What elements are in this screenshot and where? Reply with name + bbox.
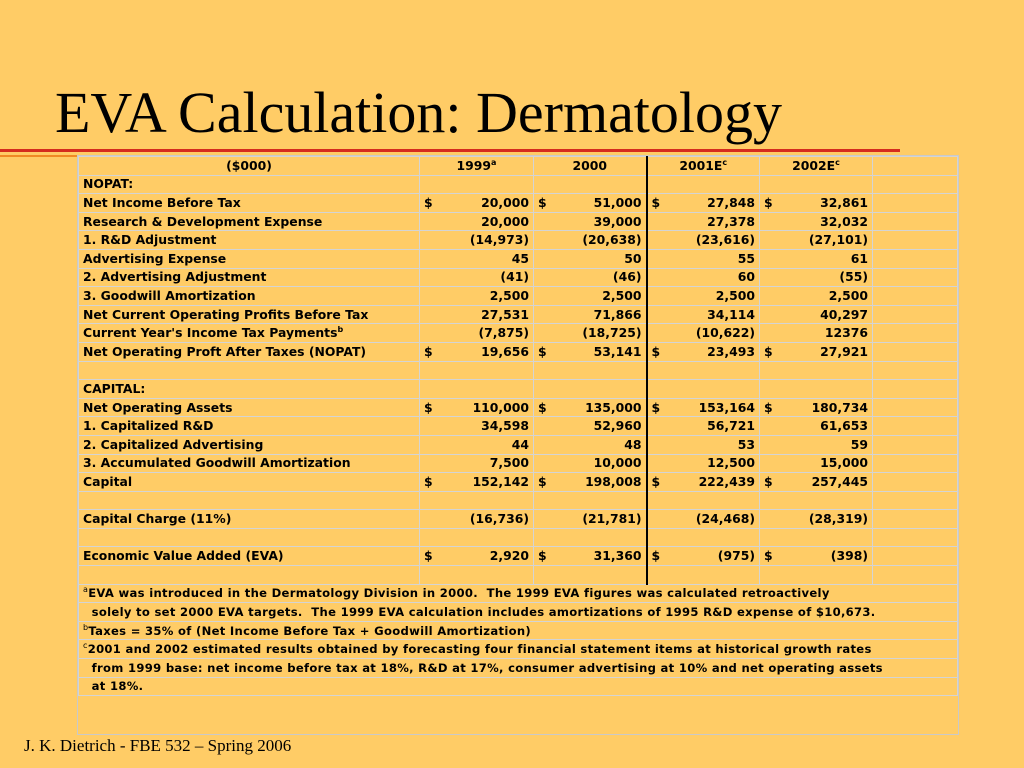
- value-cell: [420, 398, 534, 417]
- value-cell: [647, 324, 760, 343]
- value-cell: [647, 398, 760, 417]
- cell-value: 110,000: [472, 399, 529, 415]
- row-label: [79, 417, 420, 436]
- value-cell: [647, 491, 760, 510]
- footnote-row: [79, 659, 958, 678]
- value-cell: [647, 268, 760, 287]
- value-cell: [534, 454, 647, 473]
- value-cell: [534, 491, 647, 510]
- empty-cell: [873, 361, 958, 380]
- empty-cell: [873, 454, 958, 473]
- footnote-row: [79, 640, 958, 659]
- table-row: [79, 342, 958, 361]
- cell-value: (28,319): [808, 511, 868, 527]
- empty-cell: [873, 249, 958, 268]
- value-cell: [760, 305, 873, 324]
- currency-symbol: $: [764, 194, 773, 210]
- cell-value: 12,500: [707, 455, 755, 471]
- row-label: [79, 473, 420, 492]
- cell-value: (975): [717, 548, 755, 564]
- value-cell: [647, 305, 760, 324]
- cell-value: 7,500: [489, 455, 529, 471]
- table-row: [79, 510, 958, 529]
- value-cell: [760, 510, 873, 529]
- value-cell: [647, 547, 760, 566]
- empty-cell: [873, 435, 958, 454]
- currency-symbol: $: [538, 343, 547, 359]
- value-cell: [647, 175, 760, 194]
- empty-cell: [873, 398, 958, 417]
- empty-cell: [873, 342, 958, 361]
- value-cell: [534, 510, 647, 529]
- header-row: [79, 157, 958, 176]
- value-cell: [420, 324, 534, 343]
- value-cell: [534, 398, 647, 417]
- row-label-text: Capital Charge (11%): [83, 511, 232, 527]
- header-2001e-footnote-mark: c: [722, 157, 728, 167]
- empty-cell: [873, 380, 958, 399]
- value-cell: [760, 435, 873, 454]
- value-cell: [534, 249, 647, 268]
- cell-value: (24,468): [695, 511, 755, 527]
- row-label: [79, 305, 420, 324]
- cell-value: 55: [737, 250, 755, 266]
- row-label-text: 2. Advertising Adjustment: [83, 269, 267, 285]
- value-cell: [760, 380, 873, 399]
- value-cell: [534, 231, 647, 250]
- table-row: [79, 268, 958, 287]
- header-2000-cell: [534, 157, 647, 176]
- table-row: [79, 491, 958, 510]
- value-cell: [534, 324, 647, 343]
- cell-value: 53: [737, 436, 755, 452]
- cell-value: 2,920: [489, 548, 529, 564]
- table-row: [79, 566, 958, 585]
- value-cell: [534, 212, 647, 231]
- cell-value: 153,164: [698, 399, 755, 415]
- footnote-text: from 1999 base: net income before tax at 18%, R&D at 17%, consumer advertising at 10% and net operating assets: [83, 660, 883, 675]
- currency-symbol: $: [424, 194, 433, 210]
- row-label-text: Net Operating Proft After Taxes (NOPAT): [83, 343, 367, 359]
- currency-symbol: $: [651, 343, 661, 359]
- value-cell: [647, 473, 760, 492]
- empty-cell: [873, 491, 958, 510]
- value-cell: [534, 175, 647, 194]
- value-cell: [420, 528, 534, 547]
- cell-value: 56,721: [707, 418, 755, 434]
- currency-symbol: $: [538, 194, 547, 210]
- cell-value: 27,378: [707, 213, 755, 229]
- cell-value: 15,000: [820, 455, 868, 471]
- value-cell: [420, 212, 534, 231]
- cell-value: 32,861: [820, 194, 868, 210]
- table-row: [79, 361, 958, 380]
- empty-cell: [873, 287, 958, 306]
- value-cell: [420, 491, 534, 510]
- cell-value: (21,781): [582, 511, 642, 527]
- row-label-text: Capital: [83, 473, 133, 489]
- cell-value: (18,725): [582, 325, 642, 341]
- value-cell: [647, 361, 760, 380]
- empty-cell: [873, 305, 958, 324]
- empty-cell: [873, 417, 958, 436]
- cell-value: 32,032: [820, 213, 868, 229]
- row-label-text: Advertising Expense: [83, 250, 227, 266]
- value-cell: [420, 361, 534, 380]
- footnote-mark: c: [83, 641, 88, 651]
- table-row: [79, 249, 958, 268]
- table-row: [79, 547, 958, 566]
- value-cell: [647, 417, 760, 436]
- cell-value: (7,875): [478, 325, 529, 341]
- currency-symbol: $: [424, 343, 433, 359]
- row-label-text: CAPITAL:: [83, 380, 146, 396]
- cell-value: 34,598: [481, 418, 529, 434]
- header-2002e: 2002E: [792, 157, 836, 173]
- header-label-cell: [79, 157, 420, 176]
- empty-cell: [873, 231, 958, 250]
- footnote-cell: [79, 603, 958, 622]
- cell-value: 31,360: [593, 548, 642, 564]
- value-cell: [647, 287, 760, 306]
- table-row: [79, 380, 958, 399]
- value-cell: [647, 231, 760, 250]
- value-cell: [647, 342, 760, 361]
- value-cell: [647, 212, 760, 231]
- footnote-row: [79, 621, 958, 640]
- cell-value: 27,848: [707, 194, 755, 210]
- row-footnote-mark: b: [337, 325, 344, 335]
- cell-value: 20,000: [481, 213, 529, 229]
- value-cell: [534, 342, 647, 361]
- cell-value: 60: [737, 269, 755, 285]
- value-cell: [534, 380, 647, 399]
- cell-value: (27,101): [808, 232, 868, 248]
- table-row: [79, 454, 958, 473]
- footnote-row: [79, 677, 958, 696]
- header-2000: 2000: [572, 157, 607, 173]
- row-label-text: 3. Goodwill Amortization: [83, 287, 256, 303]
- value-cell: [420, 435, 534, 454]
- value-cell: [420, 566, 534, 585]
- table-row: [79, 417, 958, 436]
- row-label-text: Research & Development Expense: [83, 213, 323, 229]
- value-cell: [760, 175, 873, 194]
- row-label: [79, 528, 420, 547]
- row-label: [79, 435, 420, 454]
- footnote-text: Taxes = 35% of (Net Income Before Tax + Goodwill Amortization): [88, 623, 532, 638]
- cell-value: 152,142: [472, 473, 529, 489]
- cell-value: 20,000: [481, 194, 529, 210]
- table-row: [79, 194, 958, 213]
- value-cell: [760, 268, 873, 287]
- currency-symbol: $: [538, 399, 547, 415]
- footnote-cell: [79, 584, 958, 603]
- value-cell: [534, 287, 647, 306]
- cell-value: 23,493: [707, 343, 755, 359]
- footnote-mark: a: [83, 585, 89, 595]
- value-cell: [760, 194, 873, 213]
- cell-value: 2,500: [828, 287, 868, 303]
- currency-symbol: $: [651, 473, 661, 489]
- value-cell: [534, 194, 647, 213]
- cell-value: (46): [612, 269, 642, 285]
- value-cell: [647, 454, 760, 473]
- table-row: [79, 231, 958, 250]
- footnote-cell: [79, 640, 958, 659]
- row-label: [79, 398, 420, 417]
- footnote-text: 2001 and 2002 estimated results obtained by forecasting four financial statement items at historical growth rates: [87, 642, 872, 657]
- value-cell: [647, 435, 760, 454]
- cell-value: 180,734: [811, 399, 868, 415]
- row-label: [79, 380, 420, 399]
- value-cell: [420, 231, 534, 250]
- cell-value: (14,973): [469, 232, 529, 248]
- slide-title: EVA Calculation: Dermatology: [55, 80, 783, 145]
- value-cell: [420, 194, 534, 213]
- table-row: [79, 287, 958, 306]
- cell-value: 52,960: [593, 418, 642, 434]
- value-cell: [534, 417, 647, 436]
- row-label: [79, 324, 420, 343]
- value-cell: [647, 249, 760, 268]
- table-row: [79, 324, 958, 343]
- cell-value: 198,008: [585, 473, 642, 489]
- row-label-text: Net Income Before Tax: [83, 194, 241, 210]
- value-cell: [534, 528, 647, 547]
- row-label: [79, 454, 420, 473]
- empty-cell: [873, 473, 958, 492]
- eva-spreadsheet: [77, 155, 959, 735]
- cell-value: 40,297: [820, 306, 868, 322]
- value-cell: [760, 417, 873, 436]
- footnote-cell: [79, 621, 958, 640]
- value-cell: [420, 249, 534, 268]
- row-label-text: Current Year's Income Tax Payments: [83, 325, 338, 341]
- row-label-text: 1. Capitalized R&D: [83, 418, 214, 434]
- row-label-text: 1. R&D Adjustment: [83, 232, 217, 248]
- value-cell: [760, 361, 873, 380]
- value-cell: [647, 510, 760, 529]
- cell-value: 51,000: [593, 194, 642, 210]
- value-cell: [760, 491, 873, 510]
- empty-cell: [873, 212, 958, 231]
- value-cell: [534, 547, 647, 566]
- row-label-text: Net Current Operating Profits Before Tax: [83, 306, 369, 322]
- cell-value: 257,445: [811, 473, 868, 489]
- empty-cell: [873, 510, 958, 529]
- table-row: [79, 435, 958, 454]
- cell-value: 2,500: [489, 287, 529, 303]
- empty-cell: [873, 157, 958, 176]
- eva-table: [78, 156, 958, 696]
- value-cell: [420, 342, 534, 361]
- cell-value: (23,616): [695, 232, 755, 248]
- table-row: [79, 305, 958, 324]
- row-label-text: 3. Accumulated Goodwill Amortization: [83, 455, 351, 471]
- header-2001e-cell: [647, 157, 760, 176]
- empty-cell: [873, 175, 958, 194]
- value-cell: [534, 566, 647, 585]
- value-cell: [420, 454, 534, 473]
- cell-value: 45: [511, 250, 529, 266]
- currency-symbol: $: [764, 473, 773, 489]
- row-label: [79, 231, 420, 250]
- cell-value: 2,500: [715, 287, 755, 303]
- value-cell: [760, 231, 873, 250]
- empty-cell: [873, 324, 958, 343]
- footnote-text: solely to set 2000 EVA targets. The 1999 EVA calculation includes amortizations of 1995 R&D expense of $10,673.: [83, 605, 876, 620]
- row-label: [79, 361, 420, 380]
- cell-value: (10,622): [695, 325, 755, 341]
- row-label: [79, 287, 420, 306]
- value-cell: [534, 268, 647, 287]
- title-underline-red: [0, 149, 900, 152]
- currency-symbol: $: [764, 399, 773, 415]
- row-label: [79, 491, 420, 510]
- header-label: ($000): [226, 157, 272, 173]
- row-label: [79, 342, 420, 361]
- footnote-cell: [79, 677, 958, 696]
- cell-value: 71,866: [593, 306, 642, 322]
- cell-value: 59: [850, 436, 868, 452]
- currency-symbol: $: [764, 548, 773, 564]
- cell-value: (398): [830, 548, 868, 564]
- slide-footer: J. K. Dietrich - FBE 532 – Spring 2006: [24, 736, 292, 755]
- value-cell: [760, 324, 873, 343]
- value-cell: [534, 435, 647, 454]
- cell-value: 34,114: [707, 306, 755, 322]
- row-label: [79, 268, 420, 287]
- cell-value: (55): [839, 269, 868, 285]
- value-cell: [420, 510, 534, 529]
- empty-cell: [873, 547, 958, 566]
- row-label: [79, 510, 420, 529]
- cell-value: 135,000: [585, 399, 642, 415]
- row-label: [79, 249, 420, 268]
- cell-value: 50: [624, 250, 642, 266]
- currency-symbol: $: [424, 548, 433, 564]
- empty-cell: [873, 528, 958, 547]
- value-cell: [420, 380, 534, 399]
- cell-value: 27,921: [820, 343, 868, 359]
- cell-value: 2,500: [602, 287, 642, 303]
- value-cell: [760, 249, 873, 268]
- row-label-text: 2. Capitalized Advertising: [83, 436, 264, 452]
- row-label-text: Net Operating Assets: [83, 399, 233, 415]
- header-1999-footnote-mark: a: [491, 157, 497, 167]
- footnote-cell: [79, 659, 958, 678]
- cell-value: (16,736): [469, 511, 529, 527]
- row-label-text: NOPAT:: [83, 176, 134, 192]
- value-cell: [534, 473, 647, 492]
- currency-symbol: $: [424, 399, 433, 415]
- value-cell: [760, 287, 873, 306]
- currency-symbol: $: [538, 473, 547, 489]
- value-cell: [647, 380, 760, 399]
- row-label: [79, 547, 420, 566]
- cell-value: 44: [511, 436, 529, 452]
- value-cell: [420, 547, 534, 566]
- row-label: [79, 212, 420, 231]
- currency-symbol: $: [651, 194, 661, 210]
- currency-symbol: $: [424, 473, 433, 489]
- value-cell: [760, 398, 873, 417]
- currency-symbol: $: [651, 399, 661, 415]
- table-row: [79, 473, 958, 492]
- cell-value: 12376: [824, 325, 868, 341]
- cell-value: 53,141: [593, 343, 642, 359]
- row-label: [79, 175, 420, 194]
- value-cell: [760, 566, 873, 585]
- table-row: [79, 175, 958, 194]
- value-cell: [647, 566, 760, 585]
- cell-value: 19,656: [481, 343, 529, 359]
- footnote-text: EVA was introduced in the Dermatology Division in 2000. The 1999 EVA figures was calculated retroactively: [88, 586, 830, 601]
- table-row: [79, 212, 958, 231]
- cell-value: 222,439: [698, 473, 755, 489]
- footnote-row: [79, 603, 958, 622]
- cell-value: 61,653: [820, 418, 868, 434]
- value-cell: [534, 305, 647, 324]
- currency-symbol: $: [764, 343, 773, 359]
- cell-value: 27,531: [481, 306, 529, 322]
- value-cell: [420, 473, 534, 492]
- footnote-mark: b: [83, 622, 89, 632]
- empty-cell: [873, 268, 958, 287]
- currency-symbol: $: [538, 548, 547, 564]
- header-2002e-footnote-mark: c: [835, 157, 840, 167]
- table-row: [79, 528, 958, 547]
- cell-value: (41): [500, 269, 529, 285]
- value-cell: [760, 547, 873, 566]
- header-1999: 1999: [456, 157, 492, 173]
- value-cell: [647, 528, 760, 547]
- value-cell: [760, 473, 873, 492]
- cell-value: 48: [624, 436, 642, 452]
- value-cell: [420, 305, 534, 324]
- value-cell: [760, 454, 873, 473]
- header-2002e-cell: [760, 157, 873, 176]
- empty-cell: [873, 566, 958, 585]
- header-2001e: 2001E: [679, 157, 723, 173]
- value-cell: [420, 287, 534, 306]
- cell-value: 39,000: [593, 213, 642, 229]
- value-cell: [420, 417, 534, 436]
- value-cell: [420, 175, 534, 194]
- row-label: [79, 194, 420, 213]
- value-cell: [534, 361, 647, 380]
- cell-value: (20,638): [582, 232, 642, 248]
- footnote-text: at 18%.: [83, 679, 144, 694]
- header-1999-cell: [420, 157, 534, 176]
- currency-symbol: $: [651, 548, 661, 564]
- cell-value: 61: [850, 250, 868, 266]
- value-cell: [760, 528, 873, 547]
- value-cell: [760, 342, 873, 361]
- table-row: [79, 398, 958, 417]
- row-label: [79, 566, 420, 585]
- value-cell: [760, 212, 873, 231]
- value-cell: [420, 268, 534, 287]
- footnote-row: [79, 584, 958, 603]
- cell-value: 10,000: [593, 455, 642, 471]
- value-cell: [647, 194, 760, 213]
- row-label-text: Economic Value Added (EVA): [83, 548, 284, 564]
- empty-cell: [873, 194, 958, 213]
